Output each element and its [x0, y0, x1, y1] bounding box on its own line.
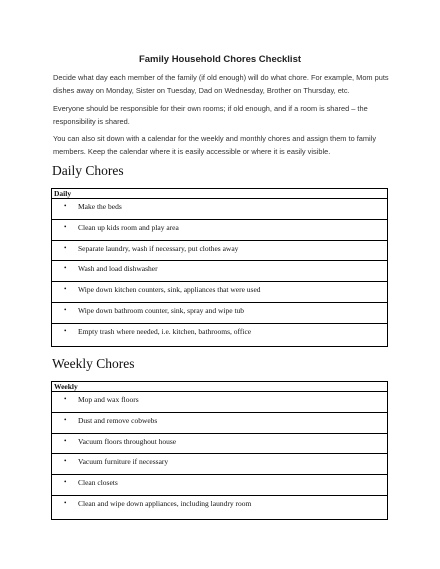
weekly-chores-table — [51, 381, 388, 520]
daily-table-header: Daily — [52, 189, 387, 199]
daily-chore-row — [52, 199, 387, 220]
weekly-chore-row — [52, 475, 387, 496]
chore-item: Separate laundry, wash if necessary, put clothes away — [78, 243, 239, 253]
bullet-icon: • — [64, 457, 67, 466]
chore-item: Clean and wipe down appliances, including laundry room — [78, 498, 252, 508]
intro-paragraph-3: You can also sit down with a calendar for the weekly and monthly chores and assign them to family members. Keep the calendar where it is easily accessible or where it is easily visible. — [53, 134, 377, 156]
bullet-icon: • — [64, 326, 67, 335]
daily-chore-row — [52, 261, 387, 282]
bullet-icon: • — [64, 243, 67, 252]
weekly-chore-row — [52, 413, 387, 434]
chore-item: Vacuum furniture if necessary — [78, 457, 169, 467]
bullet-icon: • — [64, 222, 67, 231]
daily-chore-row — [52, 303, 387, 324]
chore-item: Wash and load dishwasher — [78, 264, 158, 274]
weekly-chore-row — [52, 392, 387, 413]
bullet-icon: • — [64, 395, 67, 403]
bullet-icon: • — [64, 285, 67, 294]
chore-item: Make the beds — [78, 202, 122, 211]
bullet-icon: • — [64, 415, 67, 424]
daily-chore-row — [52, 220, 387, 241]
bullet-icon: • — [64, 305, 67, 314]
intro-paragraph-2: Everyone should be responsible for their own rooms; if old enough, and if a room is shared – the responsibility is shared. — [53, 104, 368, 126]
chore-item: Wipe down bathroom counter, sink, spray and wipe tub — [78, 305, 245, 315]
bullet-icon: • — [64, 264, 67, 273]
chore-item: Vacuum floors throughout house — [78, 436, 177, 446]
daily-chore-row — [52, 282, 387, 303]
chore-item: Clean closets — [78, 478, 118, 488]
bullet-icon: • — [64, 478, 67, 487]
daily-chore-row — [52, 241, 387, 262]
daily-chores-heading: Daily Chores — [52, 163, 124, 178]
daily-chores-table — [51, 188, 388, 347]
weekly-chore-row — [52, 434, 387, 455]
bullet-icon: • — [64, 436, 67, 445]
chore-item: Empty trash where needed, i.e. kitchen, bathrooms, office — [78, 326, 252, 336]
chore-item: Wipe down kitchen counters, sink, appliances that were used — [78, 285, 261, 295]
weekly-table-header: Weekly — [52, 382, 387, 392]
chore-item: Mop and wax floors — [78, 395, 139, 404]
intro-paragraph-1: Decide what day each member of the family (if old enough) will do what chore. For example, Mom puts dishes away on Monday, Sister on Tuesday, Dad on Wednesday, Brother on Thursday, etc. — [53, 73, 389, 95]
document-title: Family Household Chores Checklist — [138, 54, 302, 65]
bullet-icon: • — [64, 498, 67, 507]
daily-chore-row — [52, 324, 387, 345]
weekly-chore-row — [52, 454, 387, 475]
bullet-icon: • — [64, 202, 67, 210]
chore-item: Dust and remove cobwebs — [78, 415, 158, 425]
chore-item: Clean up kids room and play area — [78, 222, 179, 232]
weekly-chore-row — [52, 496, 387, 517]
weekly-chores-heading: Weekly Chores — [52, 356, 135, 371]
